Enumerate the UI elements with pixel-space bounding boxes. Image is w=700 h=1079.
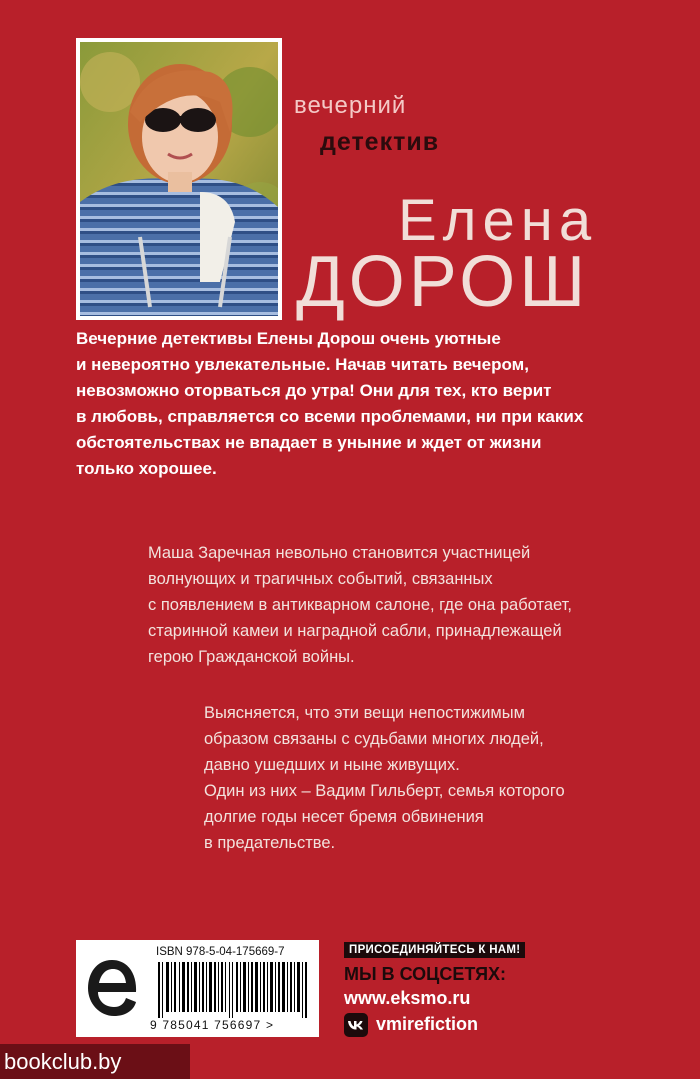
join-us-label: ПРИСОЕДИНЯЙТЕСЬ К НАМ! xyxy=(344,942,525,958)
intro-line: Вечерние детективы Елены Дорош очень уютные xyxy=(76,329,501,348)
intro-line: невозможно оторваться до утра! Они для тех, кто верит xyxy=(76,381,552,400)
synopsis-line: с появлением в антикварном салоне, где она работает, xyxy=(148,596,572,614)
barcode-bars xyxy=(158,962,310,1018)
watermark-label: bookclub.by xyxy=(0,1044,190,1079)
synopsis-line: Маша Заречная невольно становится участницей xyxy=(148,544,531,562)
intro-line: только хорошее. xyxy=(76,459,217,478)
series-title-line1: вечерний xyxy=(294,92,407,119)
intro-paragraph xyxy=(76,326,636,482)
author-portrait-image xyxy=(80,42,278,316)
synopsis-line: давно ушедших и ныне живущих. xyxy=(204,756,460,774)
author-last-name: ДОРОШ xyxy=(296,242,590,322)
synopsis-paragraph-2 xyxy=(204,700,664,856)
synopsis-line: старинной камеи и наградной сабли, принадлежащей xyxy=(148,622,562,640)
series-title-line2: детектив xyxy=(320,128,440,156)
synopsis-line: волнующих и трагичных событий, связанных xyxy=(148,570,493,588)
barcode-digits: 9 785041 756697 > xyxy=(150,1018,275,1032)
vk-link[interactable]: vmirefiction xyxy=(376,1014,479,1034)
synopsis-line: герою Гражданской войны. xyxy=(148,648,355,666)
intro-line: и невероятно увлекательные. Начав читать вечером, xyxy=(76,355,529,374)
intro-line: в любовь, справляется со всеми проблемами, ни при каких xyxy=(76,407,584,426)
website-link[interactable]: www.eksmo.ru xyxy=(344,988,471,1008)
synopsis-line: Один из них – Вадим Гильберт, семья которого xyxy=(204,782,565,800)
author-photo xyxy=(76,38,282,320)
synopsis-line: Выясняется, что эти вещи непостижимым xyxy=(204,704,525,722)
vk-icon xyxy=(344,1013,368,1037)
intro-line: обстоятельствах не впадает в уныние и ждет от жизни xyxy=(76,433,542,452)
synopsis-paragraph-1 xyxy=(148,540,668,670)
author-first-name: Елена xyxy=(398,188,598,253)
barcode-panel xyxy=(76,940,319,1037)
synopsis-line: долгие годы несет бремя обвинения xyxy=(204,808,484,826)
publisher-logo-icon xyxy=(82,952,142,1024)
synopsis-line: образом связаны с судьбами многих людей, xyxy=(204,730,544,748)
social-title: МЫ В СОЦСЕТЯХ: xyxy=(344,964,507,984)
isbn-label: ISBN 978-5-04-175669-7 xyxy=(156,946,285,958)
synopsis-line: в предательстве. xyxy=(204,834,336,852)
